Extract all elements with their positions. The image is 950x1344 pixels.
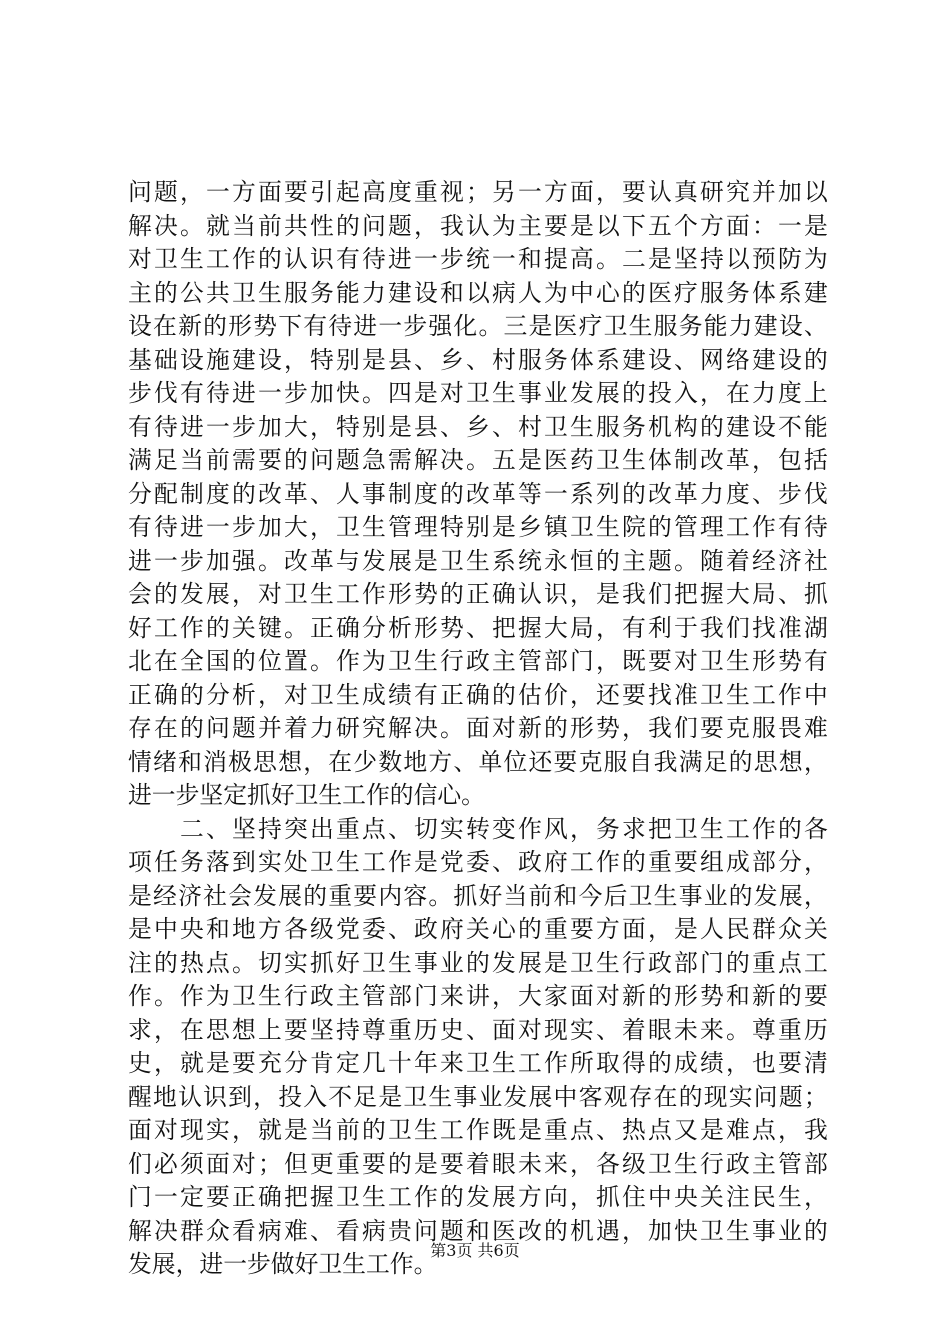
text-line: 是 经 济 社 会 发 展 的 重 要 内 容 。 抓 好 当 前 和 今 后 卫 生 事 业 的 发 展 ， — [128, 881, 828, 910]
text-line: 二 、 坚 持 突 出 重 点 、 切 实 转 变 作 风 ， 务 求 把 卫 生 工 作 的 各 — [180, 814, 828, 843]
body-text — [128, 176, 828, 1282]
text-line: 正 确 的 分 析 ， 对 卫 生 成 绩 有 正 确 的 估 价 ， 还 要 找 准 卫 生 工 作 中 — [128, 680, 828, 709]
text-line: 基 础 设 施 建 设 ， 特 别 是 县 、 乡 、 村 服 务 体 系 建 设 、 网 络 建 设 的 — [128, 345, 828, 374]
text-line: 作 。 作 为 卫 生 行 政 主 管 部 门 来 讲 ， 大 家 面 对 新 的 形 势 和 新 的 要 — [128, 982, 828, 1010]
text-line: 进 一 步 加 强 。 改 革 与 发 展 是 卫 生 系 统 永 恒 的 主 题 。 随 着 经 济 社 — [128, 546, 828, 575]
text-line: 步 伐 有 待 进 一 步 加 快 。 四 是 对 卫 生 事 业 发 展 的 投 入 ， 在 力 度 上 — [128, 379, 828, 407]
text-line: 解 决 。 就 当 前 共 性 的 问 题 ， 我 认 为 主 要 是 以 下 五 个 方 面 ： 一 是 — [128, 211, 828, 240]
text-line: 是 中 央 和 地 方 各 级 党 委 、 政 府 关 心 的 重 要 方 面 ， 是 人 民 群 众 关 — [128, 915, 828, 943]
text-line: 解 决 群 众 看 病 难 、 看 病 贵 问 题 和 医 改 的 机 遇 ， 加 快 卫 生 事 业 的 — [128, 1216, 828, 1245]
page-footer: 第3页 共6页 — [430, 1241, 520, 1260]
text-line: 问 题 ， 一 方 面 要 引 起 高 度 重 视 ； 另 一 方 面 ， 要 认 真 研 究 并 加 以 — [128, 178, 828, 206]
text-line: 存 在 的 问 题 并 着 力 研 究 解 决 。 面 对 新 的 形 势 ， 我 们 要 克 服 畏 难 — [128, 714, 828, 742]
text-line: 情 绪 和 消 极 思 想 ， 在 少 数 地 方 、 单 位 还 要 克 服 自 我 满 足 的 思 想 ， — [128, 747, 828, 776]
text-line: 分 配 制 度 的 改 革 、 人 事 制 度 的 改 革 等 一 系 列 的 改 革 力 度 、 步 伐 — [128, 479, 828, 508]
text-line: 求 ， 在 思 想 上 要 坚 持 尊 重 历 史 、 面 对 现 实 、 着 眼 未 来 。 尊 重 历 — [128, 1015, 828, 1044]
text-line: 对 卫 生 工 作 的 认 识 有 待 进 一 步 统 一 和 提 高 。 二 是 坚 持 以 预 防 为 — [128, 245, 828, 273]
text-line: 发 展 ， 进 一 步 做 好 卫 生 工 作 。 — [128, 1250, 438, 1278]
text-line: 满 足 当 前 需 要 的 问 题 急 需 解 决 。 五 是 医 药 卫 生 体 制 改 革 ， 包 括 — [128, 446, 828, 474]
text-line: 会 的 发 展 ， 对 卫 生 工 作 形 势 的 正 确 认 识 ， 是 我 们 把 握 大 局 、 抓 — [128, 580, 828, 608]
text-line: 醒 地 认 识 到 ， 投 入 不 足 是 卫 生 事 业 发 展 中 客 观 存 在 的 现 实 问 题 ； — [128, 1082, 828, 1111]
text-line: 们 必 须 面 对 ； 但 更 重 要 的 是 要 着 眼 未 来 ， 各 级 卫 生 行 政 主 管 部 — [128, 1149, 828, 1178]
text-line: 注 的 热 点 。 切 实 抓 好 卫 生 事 业 的 发 展 是 卫 生 行 政 部 门 的 重 点 工 — [128, 948, 828, 977]
text-line: 项 任 务 落 到 实 处 卫 生 工 作 是 党 委 、 政 府 工 作 的 重 要 组 成 部 分 ， — [128, 848, 828, 876]
text-line: 门 一 定 要 正 确 把 握 卫 生 工 作 的 发 展 方 向 ， 抓 住 中 央 关 注 民 生 ， — [128, 1183, 828, 1211]
text-line: 有 待 进 一 步 加 大 ， 卫 生 管 理 特 别 是 乡 镇 卫 生 院 的 管 理 工 作 有 待 — [128, 513, 828, 541]
text-line: 北 在 全 国 的 位 置 。 作 为 卫 生 行 政 主 管 部 门 ， 既 要 对 卫 生 形 势 有 — [128, 647, 828, 675]
text-line: 史 ， 就 是 要 充 分 肯 定 几 十 年 来 卫 生 工 作 所 取 得 的 成 绩 ， 也 要 清 — [128, 1049, 828, 1077]
text-line: 主 的 公 共 卫 生 服 务 能 力 建 设 和 以 病 人 为 中 心 的 医 疗 服 务 体 系 建 — [128, 278, 828, 307]
text-line: 有 待 进 一 步 加 大 ， 特 别 是 县 、 乡 、 村 卫 生 服 务 机 构 的 建 设 不 能 — [128, 412, 828, 441]
text-line: 设 在 新 的 形 势 下 有 待 进 一 步 强 化 。 三 是 医 疗 卫 生 服 务 能 力 建 设 、 — [128, 312, 828, 340]
text-line: 好 工 作 的 关 键 。 正 确 分 析 形 势 、 把 握 大 局 ， 有 利 于 我 们 找 准 湖 — [128, 613, 828, 642]
text-line: 进 一 步 坚 定 抓 好 卫 生 工 作 的 信 心 。 — [128, 781, 485, 809]
text-line: 面 对 现 实 ， 就 是 当 前 的 卫 生 工 作 既 是 重 点 、 热 点 又 是 难 点 ， 我 — [128, 1116, 828, 1144]
